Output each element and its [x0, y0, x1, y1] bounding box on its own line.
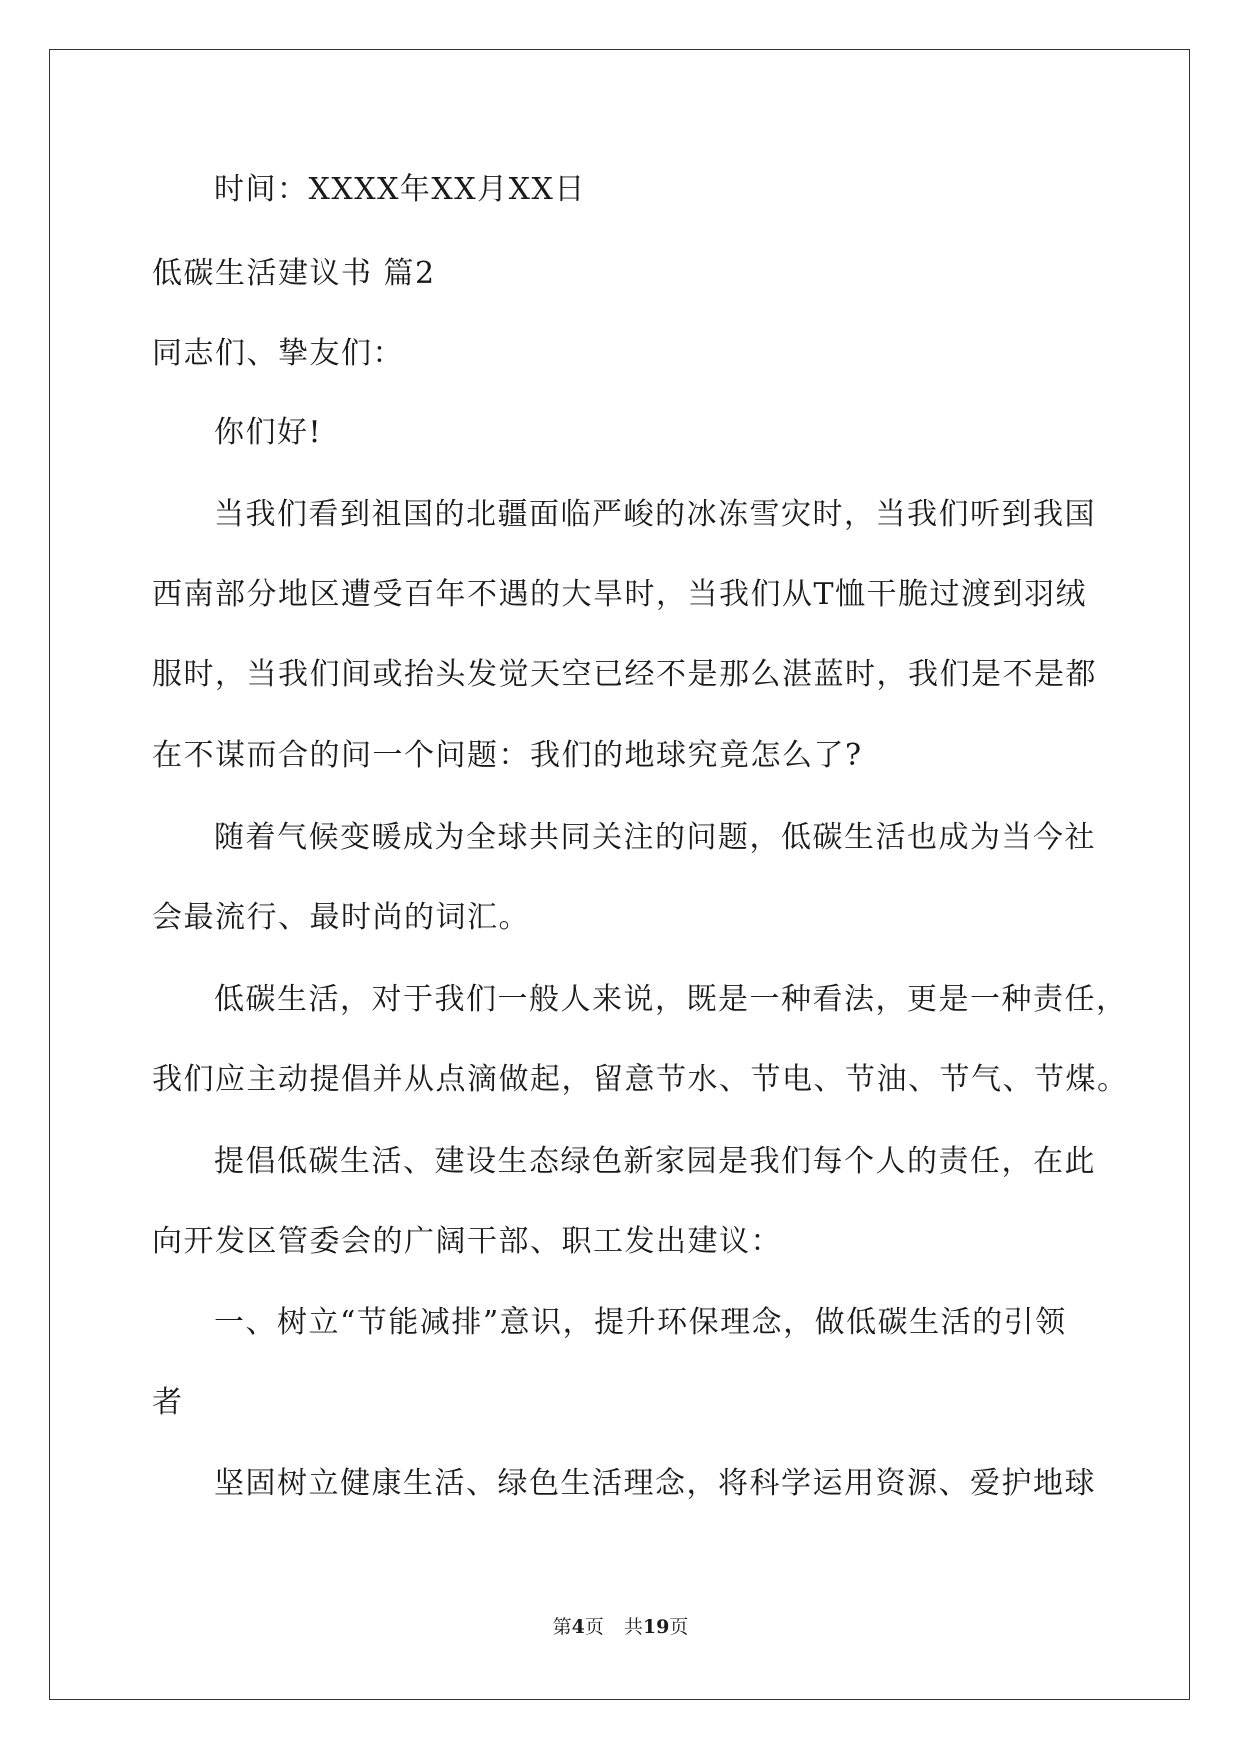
body-line: 服时，当我们间或抬头发觉天空已经不是那么湛蓝时，我们是不是都 [152, 657, 1097, 692]
page-footer [0, 1612, 1241, 1639]
body-line: 坚固树立健康生活、绿色生活理念，将科学运用资源、爱护地球 [214, 1466, 1096, 1501]
body-line: 当我们看到祖国的北疆面临严峻的冰冻雪灾时，当我们听到我国 [214, 497, 1096, 532]
page-number: 4 [571, 1616, 585, 1638]
total-prefix: 共 [623, 1616, 643, 1638]
body-line: 一、树立“节能减排”意识，提升环保理念，做低碳生活的引领 [214, 1305, 1067, 1340]
page-prefix: 第 [552, 1616, 572, 1638]
page-border [49, 49, 1190, 1700]
page-suffix: 页 [584, 1616, 604, 1638]
body-line: 会最流行、最时尚的词汇。 [152, 900, 530, 935]
body-line: 向开发区管委会的广阔干部、职工发出建议： [152, 1224, 782, 1259]
body-line: 我们应主动提倡并从点滴做起，留意节水、节电、节油、节气、节煤。 [152, 1062, 1129, 1097]
date-line: 时间：XXXX年XX月XX日 [214, 172, 586, 207]
body-line: 提倡低碳生活、建设生态绿色新家园是我们每个人的责任，在此 [214, 1144, 1096, 1179]
total-suffix: 页 [669, 1616, 689, 1638]
body-line: 随着气候变暖成为全球共同关注的问题，低碳生活也成为当今社 [214, 820, 1096, 855]
section-heading: 低碳生活建议书 篇2 [152, 256, 436, 291]
greeting: 你们好! [214, 415, 323, 450]
body-line: 者 [152, 1385, 184, 1420]
total-pages: 19 [642, 1616, 670, 1638]
body-line: 低碳生活，对于我们一般人来说，既是一种看法，更是一种责任， [214, 982, 1128, 1017]
body-line: 西南部分地区遭受百年不遇的大旱时，当我们从T恤干脆过渡到羽绒 [152, 577, 1088, 612]
salutation: 同志们、挚友们： [152, 336, 404, 371]
body-line: 在不谋而合的问一个问题：我们的地球究竟怎么了? [152, 738, 863, 773]
